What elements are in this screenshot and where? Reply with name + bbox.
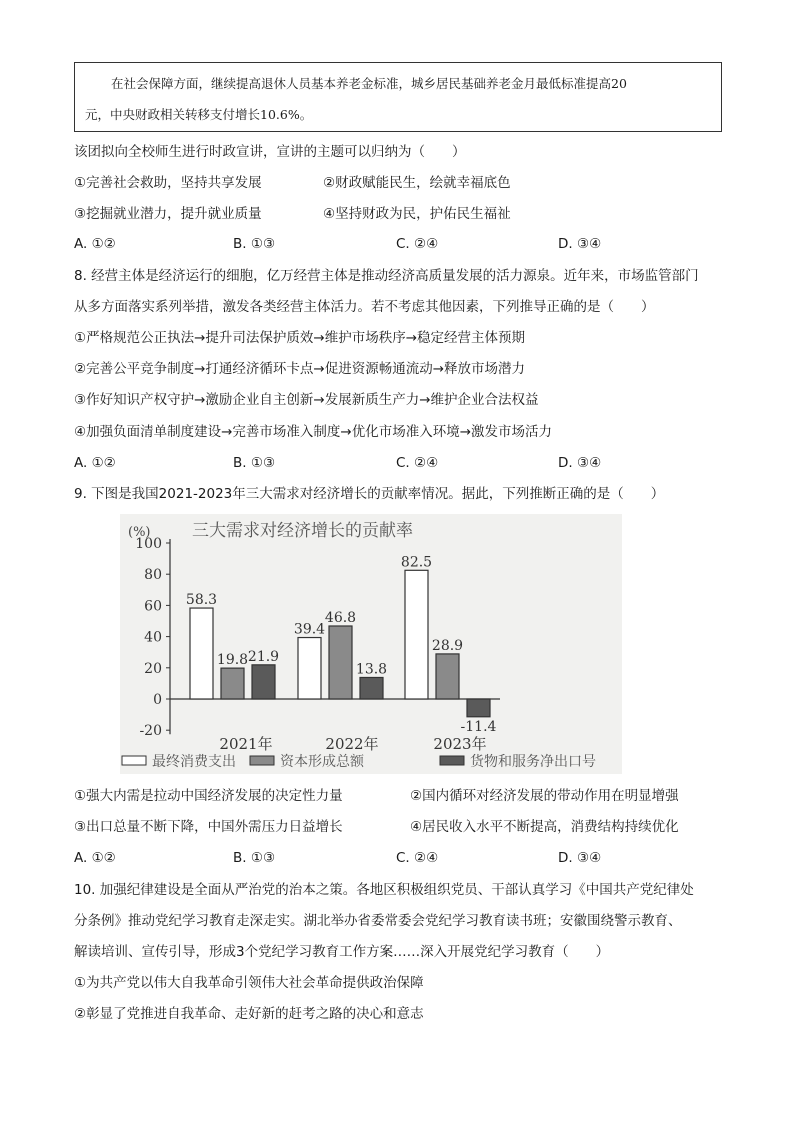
bar	[360, 677, 383, 699]
q9-statement-2: ②国内循环对经济发展的带动作用在明显增强	[410, 788, 679, 804]
bar-value-label: 82.5	[400, 554, 433, 571]
q7-stem: 该团拟向全校师生进行时政宣讲，宣讲的主题可以归纳为（ ）	[74, 144, 466, 160]
bar-value-label: 21.9	[247, 648, 280, 665]
q7-choice-c[interactable]: C. ②④	[396, 236, 439, 252]
legend-swatch	[440, 756, 464, 765]
q9-choice-d[interactable]: D. ③④	[558, 850, 602, 866]
q7-statement-3: ③挖掘就业潜力，提升就业质量	[74, 206, 262, 222]
q8-choice-c[interactable]: C. ②④	[396, 455, 439, 471]
q8-statement-2: ②完善公平竞争制度→打通经济循环卡点→促进资源畅通流动→释放市场潜力	[74, 361, 526, 377]
bar-value-label: 46.8	[324, 609, 357, 626]
bar	[436, 654, 459, 699]
x-category-label: 2022年	[325, 735, 379, 753]
legend-label: 货物和服务净出口号	[470, 754, 596, 770]
intro-material-box	[74, 62, 722, 132]
bar	[221, 668, 244, 699]
legend-label: 资本形成总额	[280, 754, 364, 770]
q8-statement-1: ①严格规范公正执法→提升司法保护质效→维护市场秩序→稳定经营主体预期	[74, 330, 526, 346]
y-tick-label: 100	[135, 536, 162, 552]
q9-choice-b[interactable]: B. ①③	[233, 850, 276, 866]
y-tick-label: -20	[139, 723, 162, 740]
q9-statement-4: ④居民收入水平不断提高，消费结构持续优化	[410, 819, 679, 835]
bar-value-label: -11.4	[460, 718, 497, 735]
chart-svg	[120, 514, 622, 774]
q7-choice-d[interactable]: D. ③④	[558, 236, 602, 252]
q7-statement-4: ④坚持财政为民，护佑民生福祉	[323, 206, 511, 222]
x-category-label: 2021年	[219, 735, 273, 753]
q9-choice-a[interactable]: A. ①②	[74, 850, 116, 866]
intro-line-2: 元，中央财政相关转移支付增长10.6%。	[85, 107, 313, 122]
q9-choice-c[interactable]: C. ②④	[396, 850, 439, 866]
q8-statement-3: ③作好知识产权守护→激励企业自主创新→发展新质生产力→维护企业合法权益	[74, 392, 539, 408]
chart-unit-label: (%)	[128, 525, 151, 540]
y-tick-label: 0	[153, 692, 162, 708]
q8-choice-d[interactable]: D. ③④	[558, 455, 602, 471]
y-tick-label: 40	[144, 629, 162, 646]
q9-statement-3: ③出口总量不断下降，中国外需压力日益增长	[74, 819, 343, 835]
legend-swatch	[122, 756, 146, 765]
q10-stem-line-3: 解读培训、宣传引导，形成3个党纪学习教育工作方案……深入开展党纪学习教育（ ）	[74, 944, 610, 960]
bar	[467, 699, 490, 717]
contribution-bar-chart	[120, 514, 622, 774]
bar-value-label: 13.8	[355, 661, 388, 678]
bar-value-label: 28.9	[431, 637, 464, 654]
y-tick-label: 20	[144, 660, 162, 677]
bar-value-label: 58.3	[185, 592, 218, 609]
chart-title: 三大需求对经济增长的贡献率	[192, 521, 413, 541]
legend-swatch	[250, 756, 274, 765]
bar	[252, 665, 275, 699]
q7-choice-b[interactable]: B. ①③	[233, 236, 276, 252]
y-tick-label: 60	[144, 598, 162, 615]
bar	[298, 638, 321, 699]
x-category-label: 2023年	[433, 735, 487, 753]
q9-statement-1: ①强大内需是拉动中国经济发展的决定性力量	[74, 788, 343, 804]
q8-stem-line-1: 8. 经营主体是经济运行的细胞，亿万经营主体是推动经济高质量发展的活力源泉。近年来，市场监管部门	[74, 268, 699, 284]
q10-stem-line-2: 分条例》推动党纪学习教育走深走实。湖北举办省委常委会党纪学习教育读书班；安徽围绕警示教育、	[74, 913, 682, 929]
q10-statement-1: ①为共产党以伟大自我革命引领伟大社会革命提供政治保障	[74, 975, 424, 991]
bar	[190, 608, 213, 699]
bar-value-label: 19.8	[216, 652, 249, 669]
q10-stem-line-1: 10. 加强纪律建设是全面从严治党的治本之策。各地区积极组织党员、干部认真学习《中国共产党纪律处	[74, 882, 694, 898]
q9-stem: 9. 下图是我国2021-2023年三大需求对经济增长的贡献率情况。据此，下列推断正确的是（ ）	[74, 486, 665, 502]
q7-statement-1: ①完善社会救助，坚持共享发展	[74, 175, 262, 191]
q8-statement-4: ④加强负面清单制度建设→完善市场准入制度→优化市场准入环境→激发市场活力	[74, 424, 553, 440]
q7-choice-a[interactable]: A. ①②	[74, 236, 116, 252]
bar	[405, 570, 428, 699]
q7-statement-2: ②财政赋能民生，绘就幸福底色	[323, 175, 511, 191]
q8-choice-b[interactable]: B. ①③	[233, 455, 276, 471]
bar	[329, 626, 352, 699]
bar-value-label: 39.4	[293, 621, 326, 638]
q8-choice-a[interactable]: A. ①②	[74, 455, 116, 471]
intro-line-1: 在社会保障方面，继续提高退休人员基本养老金标准，城乡居民基础养老金月最低标准提高20	[111, 76, 627, 91]
q10-statement-2: ②彰显了党推进自我革命、走好新的赶考之路的决心和意志	[74, 1006, 424, 1022]
y-tick-label: 80	[144, 567, 162, 584]
q8-stem-line-2: 从多方面落实系列举措，激发各类经营主体活力。若不考虑其他因素，下列推导正确的是（ ）	[74, 299, 655, 315]
legend-label: 最终消费支出	[152, 754, 236, 770]
